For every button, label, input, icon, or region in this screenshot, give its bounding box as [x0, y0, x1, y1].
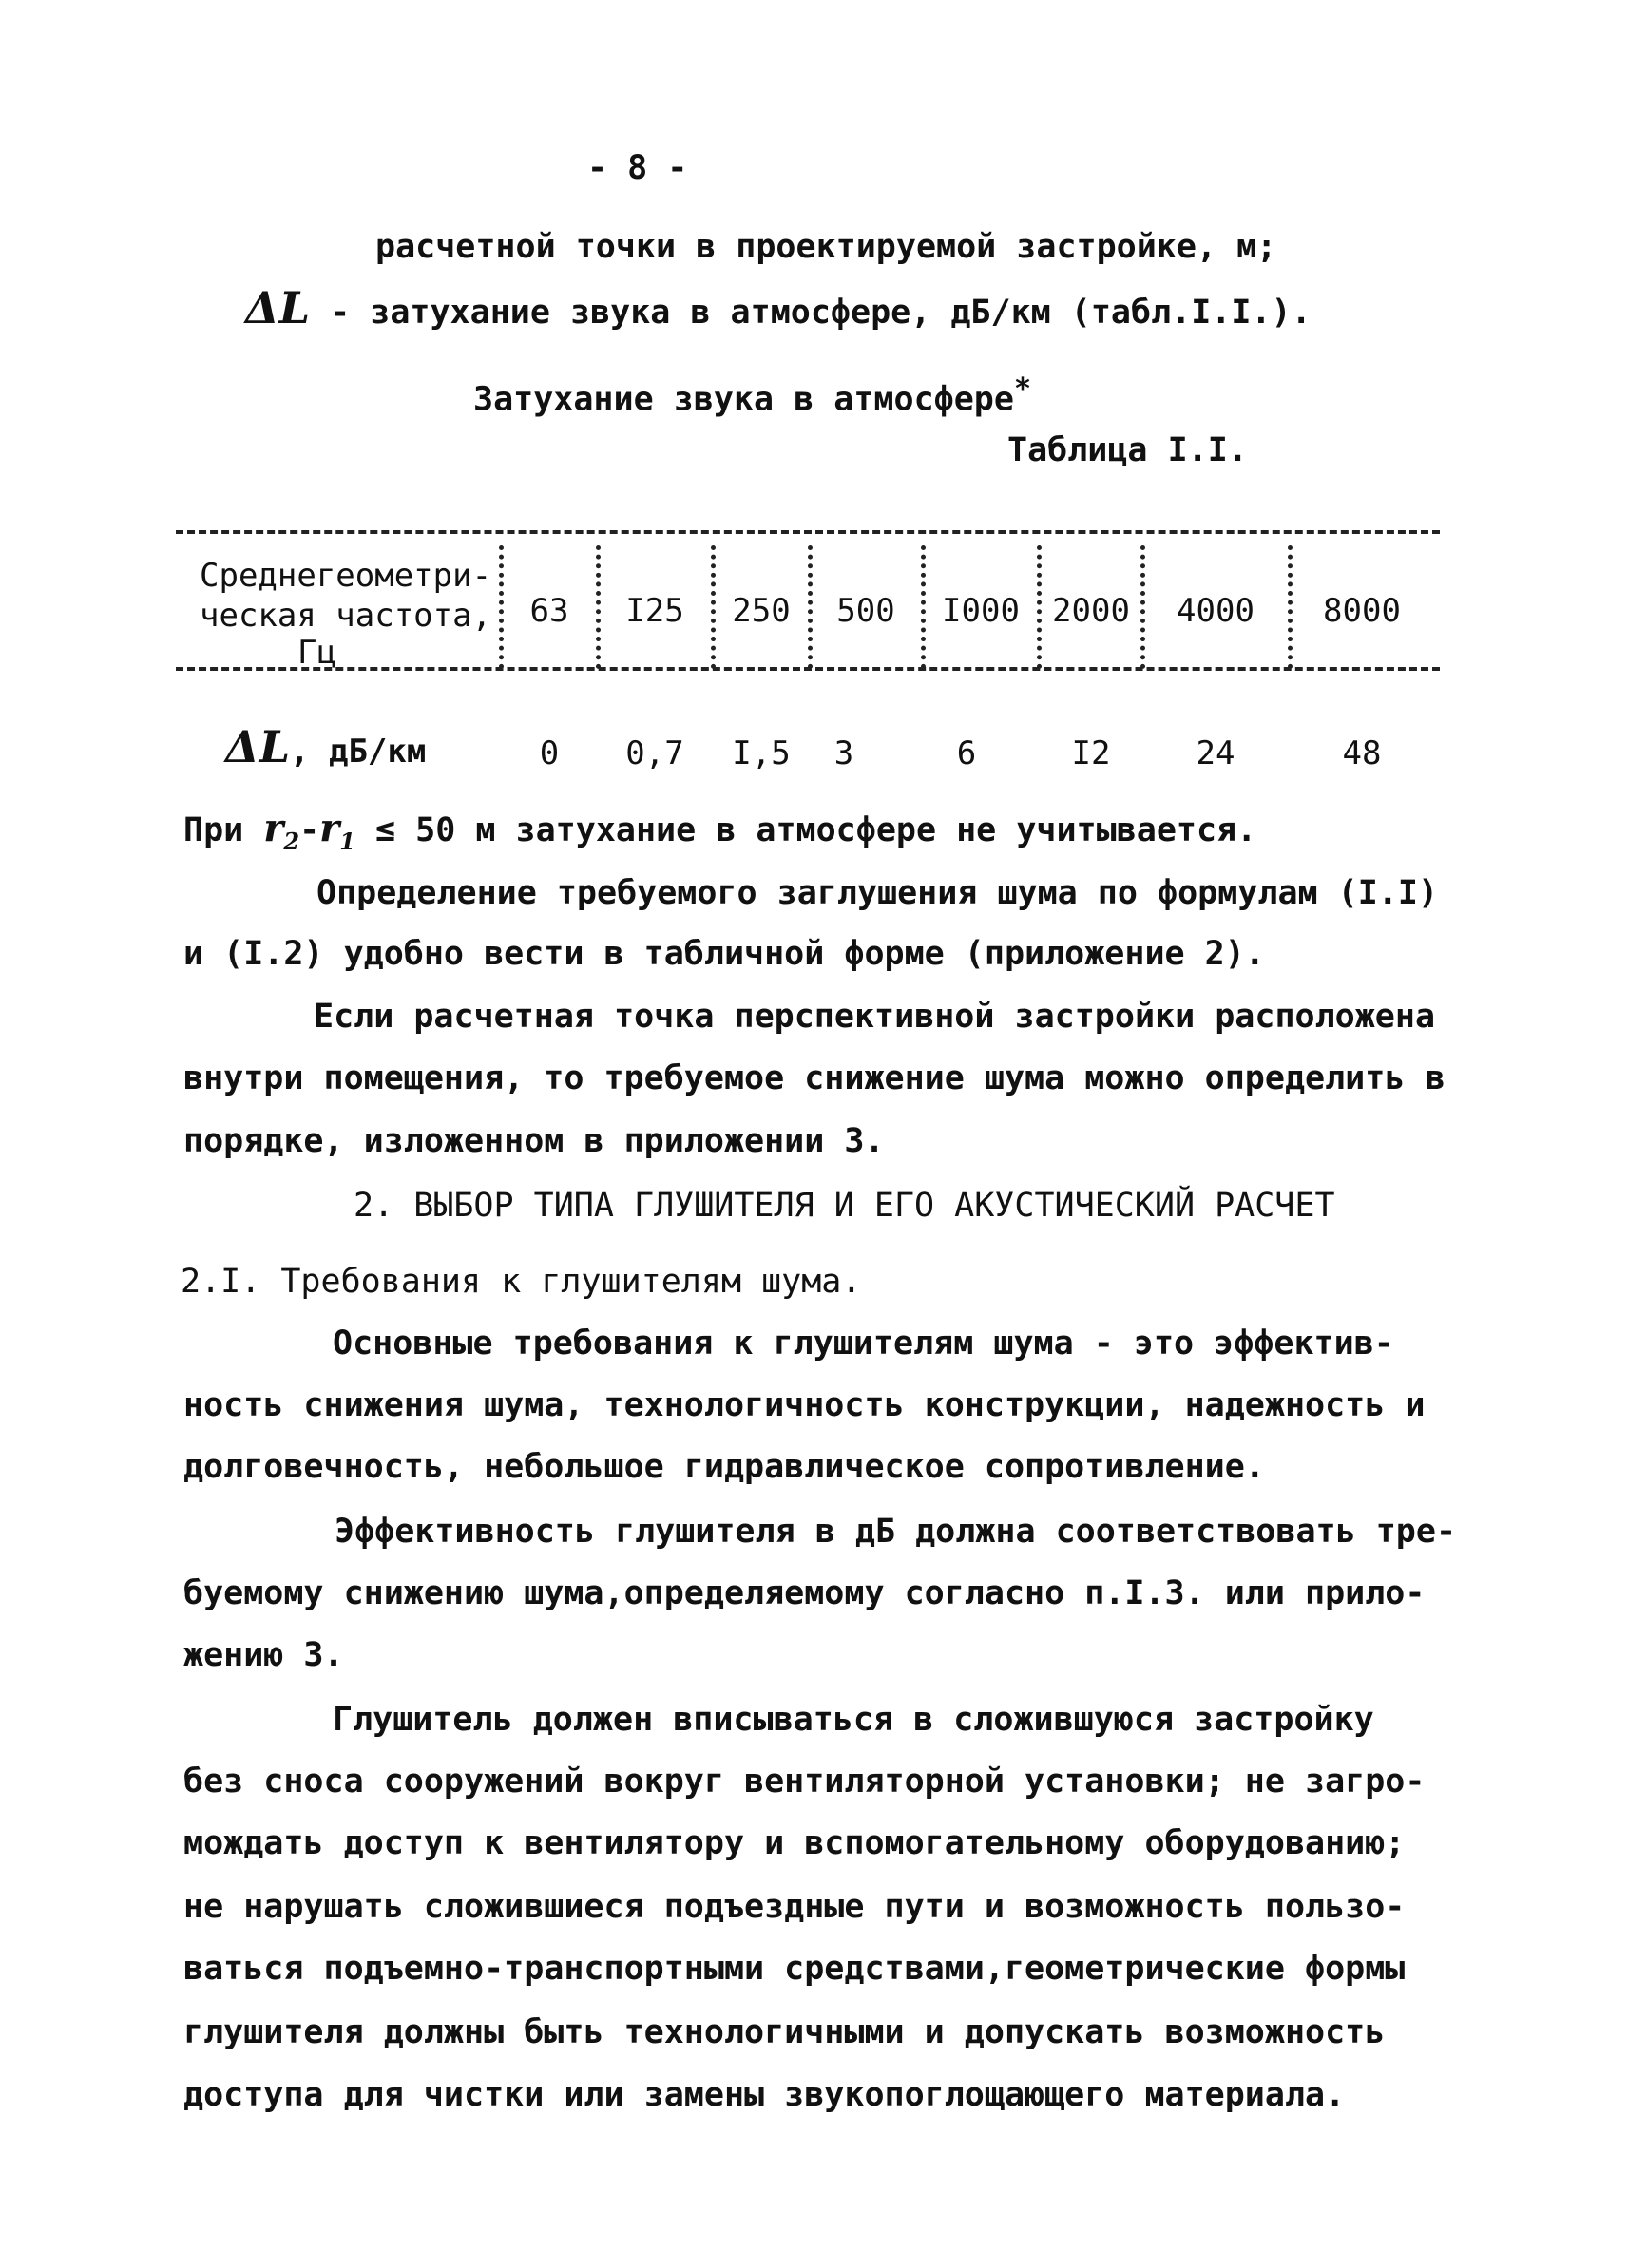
r2-symbol: $r_2$ — [263, 806, 300, 855]
column-separator — [499, 545, 504, 669]
frequency-cell: 63 — [529, 592, 569, 630]
table-top-rule — [176, 530, 1440, 534]
attenuation-note — [183, 808, 1256, 863]
note-prefix: При — [183, 811, 244, 849]
paragraph-5-line-1: Глушитель должен вписываться в сложившуюся застройку — [333, 1701, 1374, 1739]
paragraph-5-line-2: без сноса сооружений вокруг вентиляторной установки; не загро- — [183, 1763, 1426, 1801]
r1-symbol: $r_1$ — [319, 806, 355, 855]
paragraph-3-line-3: долговечность, небольшое гидравлическое сопротивление. — [183, 1448, 1265, 1486]
paragraph-5-line-4: не нарушать сложившиеся подъездные пути и возможность пользо- — [183, 1888, 1406, 1926]
intro-line-2-text: - затухание звука в атмосфере, дБ/км (табл.I.I.). — [330, 294, 1312, 332]
table-caption: Таблица I.I. — [1007, 431, 1248, 469]
column-separator — [711, 545, 716, 669]
paragraph-5-line-7: доступа для чистки или замены звукопоглощающего материала. — [183, 2076, 1346, 2114]
paragraph-5-line-6: глушителя должны быть технологичными и допускать возможность — [183, 2013, 1386, 2051]
column-separator — [1037, 545, 1042, 669]
value-cell: I,5 — [732, 734, 791, 772]
paragraph-4-line-1: Эффективность глушителя в дБ должна соответствовать тре- — [335, 1513, 1457, 1551]
frequency-cell: I25 — [625, 592, 684, 630]
page-number: - 8 - — [587, 149, 688, 187]
value-cell: 0 — [539, 734, 560, 772]
column-separator — [921, 545, 926, 669]
frequency-cell: I000 — [942, 592, 1020, 630]
frequency-cell: 2000 — [1052, 592, 1130, 630]
column-separator — [596, 545, 601, 669]
value-cell: 24 — [1196, 734, 1235, 772]
paragraph-2-line-3: порядке, изложенном в приложении 3. — [183, 1122, 885, 1160]
header-label-line-3: Гц — [297, 634, 336, 672]
paragraph-1-line-1: Определение требуемого заглушения шума по формулам (I.I) — [316, 874, 1439, 912]
frequency-cell: 500 — [836, 592, 895, 630]
delta-l-symbol: ΔL — [225, 721, 291, 772]
value-cell: 3 — [833, 734, 854, 772]
note-minus: - — [299, 811, 320, 849]
paragraph-1-line-2: и (I.2) удобно вести в табличной форме (приложение 2). — [183, 935, 1265, 973]
paragraph-4-line-3: жению 3. — [183, 1636, 344, 1674]
table-title-text: Затухание звука в атмосфере — [473, 380, 1014, 419]
column-separator — [1140, 545, 1145, 669]
footnote-mark: * — [1013, 372, 1032, 406]
note-text: 50 м затухание в атмосфере не учитывается. — [415, 811, 1257, 849]
paragraph-5-line-5: ваться подъемно-транспортными средствами,геометрические формы — [183, 1950, 1406, 1988]
paragraph-3-line-2: ность снижения шума, технологичность конструкции, надежность и — [183, 1386, 1426, 1424]
note-leq: ≤ — [375, 811, 396, 849]
value-row-label — [225, 721, 427, 772]
paragraph-4-line-2: буемому снижению шума,определяемому согласно п.I.3. или прило- — [183, 1574, 1426, 1612]
table-title — [473, 369, 1031, 421]
header-label-line-2: ческая частота, — [200, 597, 492, 635]
column-separator — [1288, 545, 1293, 669]
paragraph-3-line-1: Основные требования к глушителям шума - это эффектив- — [333, 1325, 1394, 1363]
header-label-line-1: Среднегеометри- — [200, 557, 492, 595]
delta-l-symbol: ΔL — [245, 282, 311, 334]
value-cell: 0,7 — [625, 734, 684, 772]
intro-line-1: расчетной точки в проектируемой застройке, м; — [375, 228, 1277, 266]
paragraph-2-line-1: Если расчетная точка перспективной застройки расположена — [314, 998, 1436, 1036]
frequency-cell: 4000 — [1177, 592, 1255, 630]
section-heading: 2. ВЫБОР ТИПА ГЛУШИТЕЛЯ И ЕГО АКУСТИЧЕСКИЙ РАСЧЕТ — [354, 1187, 1335, 1225]
paragraph-2-line-2: внутри помещения, то требуемое снижение шума можно определить в — [183, 1059, 1446, 1097]
attenuation-table — [176, 513, 1440, 779]
value-cell: 48 — [1342, 734, 1382, 772]
value-cell: I2 — [1071, 734, 1111, 772]
row-unit: , дБ/км — [290, 733, 427, 771]
subsection-heading: 2.I. Требования к глушителям шума. — [181, 1263, 862, 1301]
paragraph-5-line-3: мождать доступ к вентилятору и вспомогательному оборудованию; — [183, 1824, 1406, 1862]
frequency-cell: 250 — [732, 592, 791, 630]
column-separator — [808, 545, 813, 669]
frequency-cell: 8000 — [1323, 592, 1401, 630]
intro-line-2 — [245, 282, 1312, 334]
value-cell: 6 — [956, 734, 977, 772]
